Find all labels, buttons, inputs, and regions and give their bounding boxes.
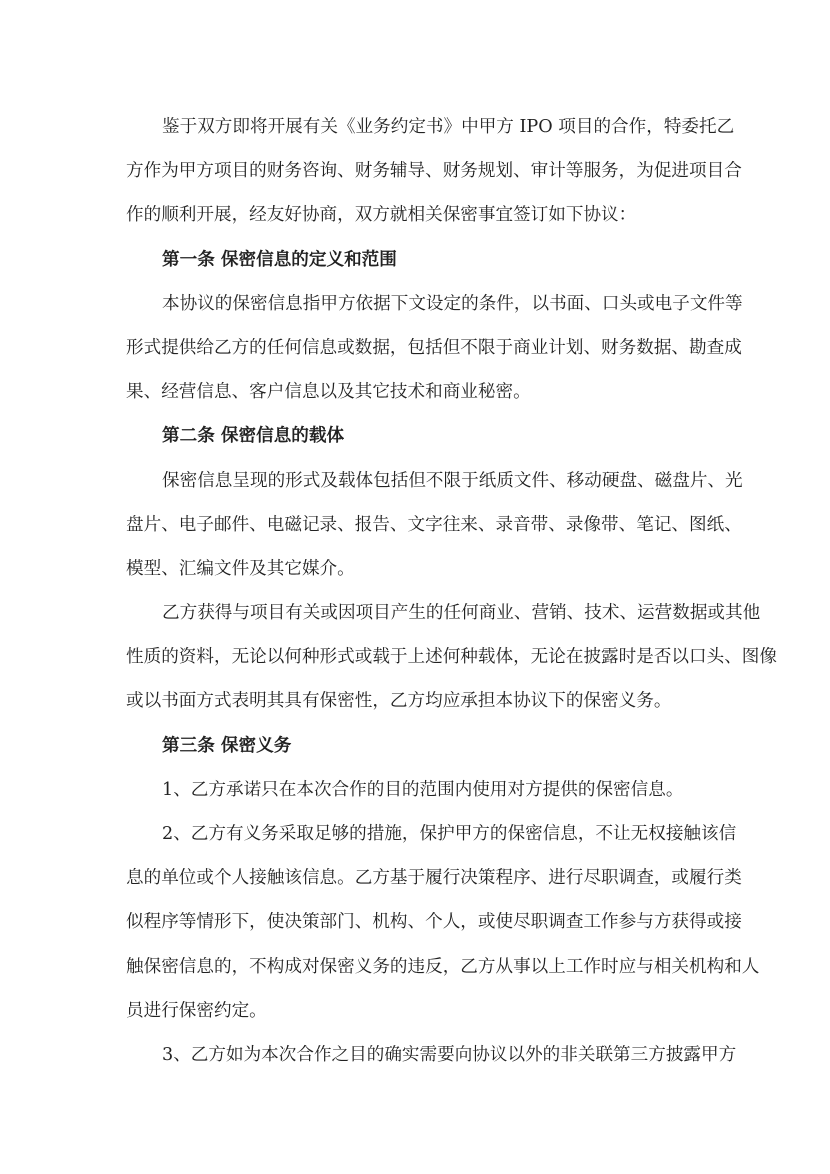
paragraph (126, 776, 706, 820)
paragraph (126, 113, 742, 246)
section-heading (126, 422, 706, 466)
text-line: 3、乙方如为本次合作之目的确实需要向协议以外的非关联第三方披露甲方 (162, 1044, 737, 1065)
text-line: 第二条 保密信息的载体 (162, 425, 345, 447)
paragraph (126, 467, 743, 600)
document-page (126, 113, 777, 1085)
text-line: 模型、汇编文件及其它媒介。 (126, 558, 355, 579)
paragraph (126, 820, 760, 1041)
text-line: 1、乙方承诺只在本次合作的目的范围内使用对方提供的保密信息。 (162, 779, 684, 800)
text-line: 乙方获得与项目有关或因项目产生的任何商业、营销、技术、运营数据或其他 (162, 603, 761, 624)
text-line: 第三条 保密义务 (162, 734, 292, 756)
text-line: 2、乙方有义务采取足够的措施，保护甲方的保密信息，不让无权接触该信 (162, 824, 737, 844)
text-line: 员进行保密约定。 (126, 1000, 267, 1021)
text-line: 似程序等情形下，使决策部门、机构、个人，或使尽职调查工作参与方获得或接 (126, 912, 742, 933)
text-line: 性质的资料，无论以何种形式或载于上述何种载体，无论在披露时是否以口头、图像 (126, 647, 777, 668)
text-line: 息的单位或个人接触该信息。乙方基于履行决策程序、进行尽职调查，或履行类 (126, 868, 742, 889)
text-line: 本协议的保密信息指甲方依据下文设定的条件，以书面、口头或电子文件等 (162, 293, 743, 314)
text-line: 第一条 保密信息的定义和范围 (162, 248, 397, 270)
paragraph (126, 1041, 737, 1085)
text-line: 方作为甲方项目的财务咨询、财务辅导、财务规划、审计等服务，为促进项目合 (126, 161, 742, 182)
text-line: 盘片、电子邮件、电磁记录、报告、文字往来、录音带、录像带、笔记、图纸、 (126, 514, 742, 535)
section-heading (126, 732, 706, 776)
text-line: 形式提供给乙方的任何信息或数据，包括但不限于商业计划、财务数据、勘查成 (126, 337, 742, 358)
paragraph (126, 599, 777, 732)
text-line: 作的顺利开展，经友好协商，双方就相关保密事宜签订如下协议： (126, 205, 637, 226)
text-line: 鉴于双方即将开展有关《业务约定书》中甲方 IPO 项目的合作，特委托乙 (162, 117, 735, 137)
text-line: 果、经营信息、客户信息以及其它技术和商业秘密。 (126, 382, 531, 403)
text-line: 或以书面方式表明其具有保密性，乙方均应承担本协议下的保密义务。 (126, 691, 672, 712)
text-line: 保密信息呈现的形式及载体包括但不限于纸质文件、移动硬盘、磁盘片、光 (162, 470, 743, 491)
paragraph (126, 290, 743, 423)
section-heading (126, 246, 706, 290)
text-line: 触保密信息的，不构成对保密义务的违反，乙方从事以上工作时应与相关机构和人 (126, 956, 760, 977)
